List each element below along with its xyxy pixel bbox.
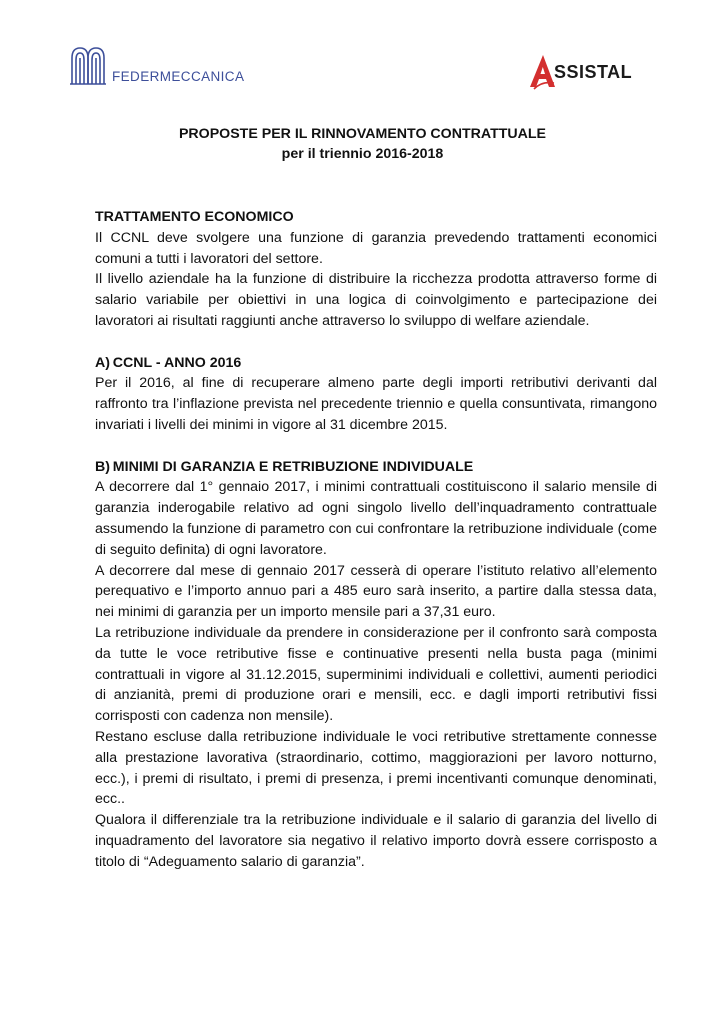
federmeccanica-wordmark: FEDERMECCANICA — [112, 69, 245, 84]
paragraph-minimi-1: A decorrere dal 1° gennaio 2017, i minimi contrattuali costituiscono il salario mensile di garanzia inderogabile relativo ad ogni singolo livello dell’inquadramento contrattuale assumendo la funzione di parametro con cui confrontare la retribuzione individuale (come di seguito definita) di ogni lavoratore. — [95, 479, 657, 558]
heading-minimi-garanzia: B) MINIMI DI GARANZIA E RETRIBUZIONE INDIVIDUALE — [95, 458, 474, 475]
heading-trattamento-economico: TRATTAMENTO ECONOMICO — [95, 209, 294, 225]
document-title — [0, 124, 725, 164]
paragraph-ccnl-1: Per il 2016, al fine di recuperare almeno parte degli importi retributivi derivanti dal raffronto tra l’inflazione prevista nel precedente triennio e quella consuntivata, rimangono invariati i livelli dei minimi in vigore al 31 dicembre 2015. — [95, 375, 657, 433]
document-body — [95, 207, 657, 873]
section-spacer — [95, 436, 657, 457]
federmeccanica-logo-icon — [68, 44, 108, 86]
paragraph-minimi-4: Restano escluse dalla retribuzione individuale le voci retributive strettamente connesse alla prestazione lavorativa (straordinario, cottimo, maggiorazioni per lavoro notturno, ecc.), i premi di risultato, i premi di presenza, i premi incentivanti comunque denominati, ecc.. — [95, 728, 657, 808]
title-line-2: per il triennio 2016-2018 — [281, 146, 444, 162]
assistal-logo — [528, 52, 632, 92]
title-line-1: PROPOSTE PER IL RINNOVAMENTO CONTRATTUALE — [178, 126, 547, 142]
paragraph-economico-1: Il CCNL deve svolgere una funzione di garanzia prevedendo trattamenti economici comuni a tutti i lavoratori del settore. — [95, 229, 657, 267]
paragraph-minimi-2: A decorrere dal mese di gennaio 2017 cesserà di operare l’istituto relativo all’elemento perequativo e l’importo annuo pari a 485 euro sarà inserito, a partire dalla stessa data, nei minimi di garanzia per un importo mensile pari a 37,31 euro. — [95, 562, 657, 621]
assistal-wordmark: SSISTAL — [554, 61, 633, 82]
paragraph-minimi-3: La retribuzione individuale da prendere in considerazione per il confronto sarà composta da tutte le voce retributive fisse e continuative presenti nella busta paga (minimi contrattuali in vigore al 31.12.2015, superminimi individuali e collettivi, aumenti periodici di anzianità, premi di produzione orari e mensili, ecc. e dagli importi retributivi fissi corrisposti con cadenza non mensile). — [95, 624, 657, 725]
section-spacer — [95, 332, 657, 353]
federmeccanica-logo — [68, 42, 244, 86]
paragraph-economico-2: Il livello aziendale ha la funzione di distribuire la ricchezza prodotta attraverso forme di salario variabile per obiettivi in una logica di coinvolgimento e partecipazione dei lavoratori ai risultati raggiunti anche attraverso lo sviluppo di welfare aziendale. — [95, 271, 657, 329]
paragraph-minimi-5: Qualora il differenziale tra la retribuzione individuale e il salario di garanzia del livello di inquadramento del lavoratore sia negativo il relativo importo dovrà essere corrisposto a titolo di “Adeguamento salario di garanzia”. — [95, 812, 657, 870]
heading-ccnl-2016: A) CCNL - ANNO 2016 — [95, 354, 242, 371]
